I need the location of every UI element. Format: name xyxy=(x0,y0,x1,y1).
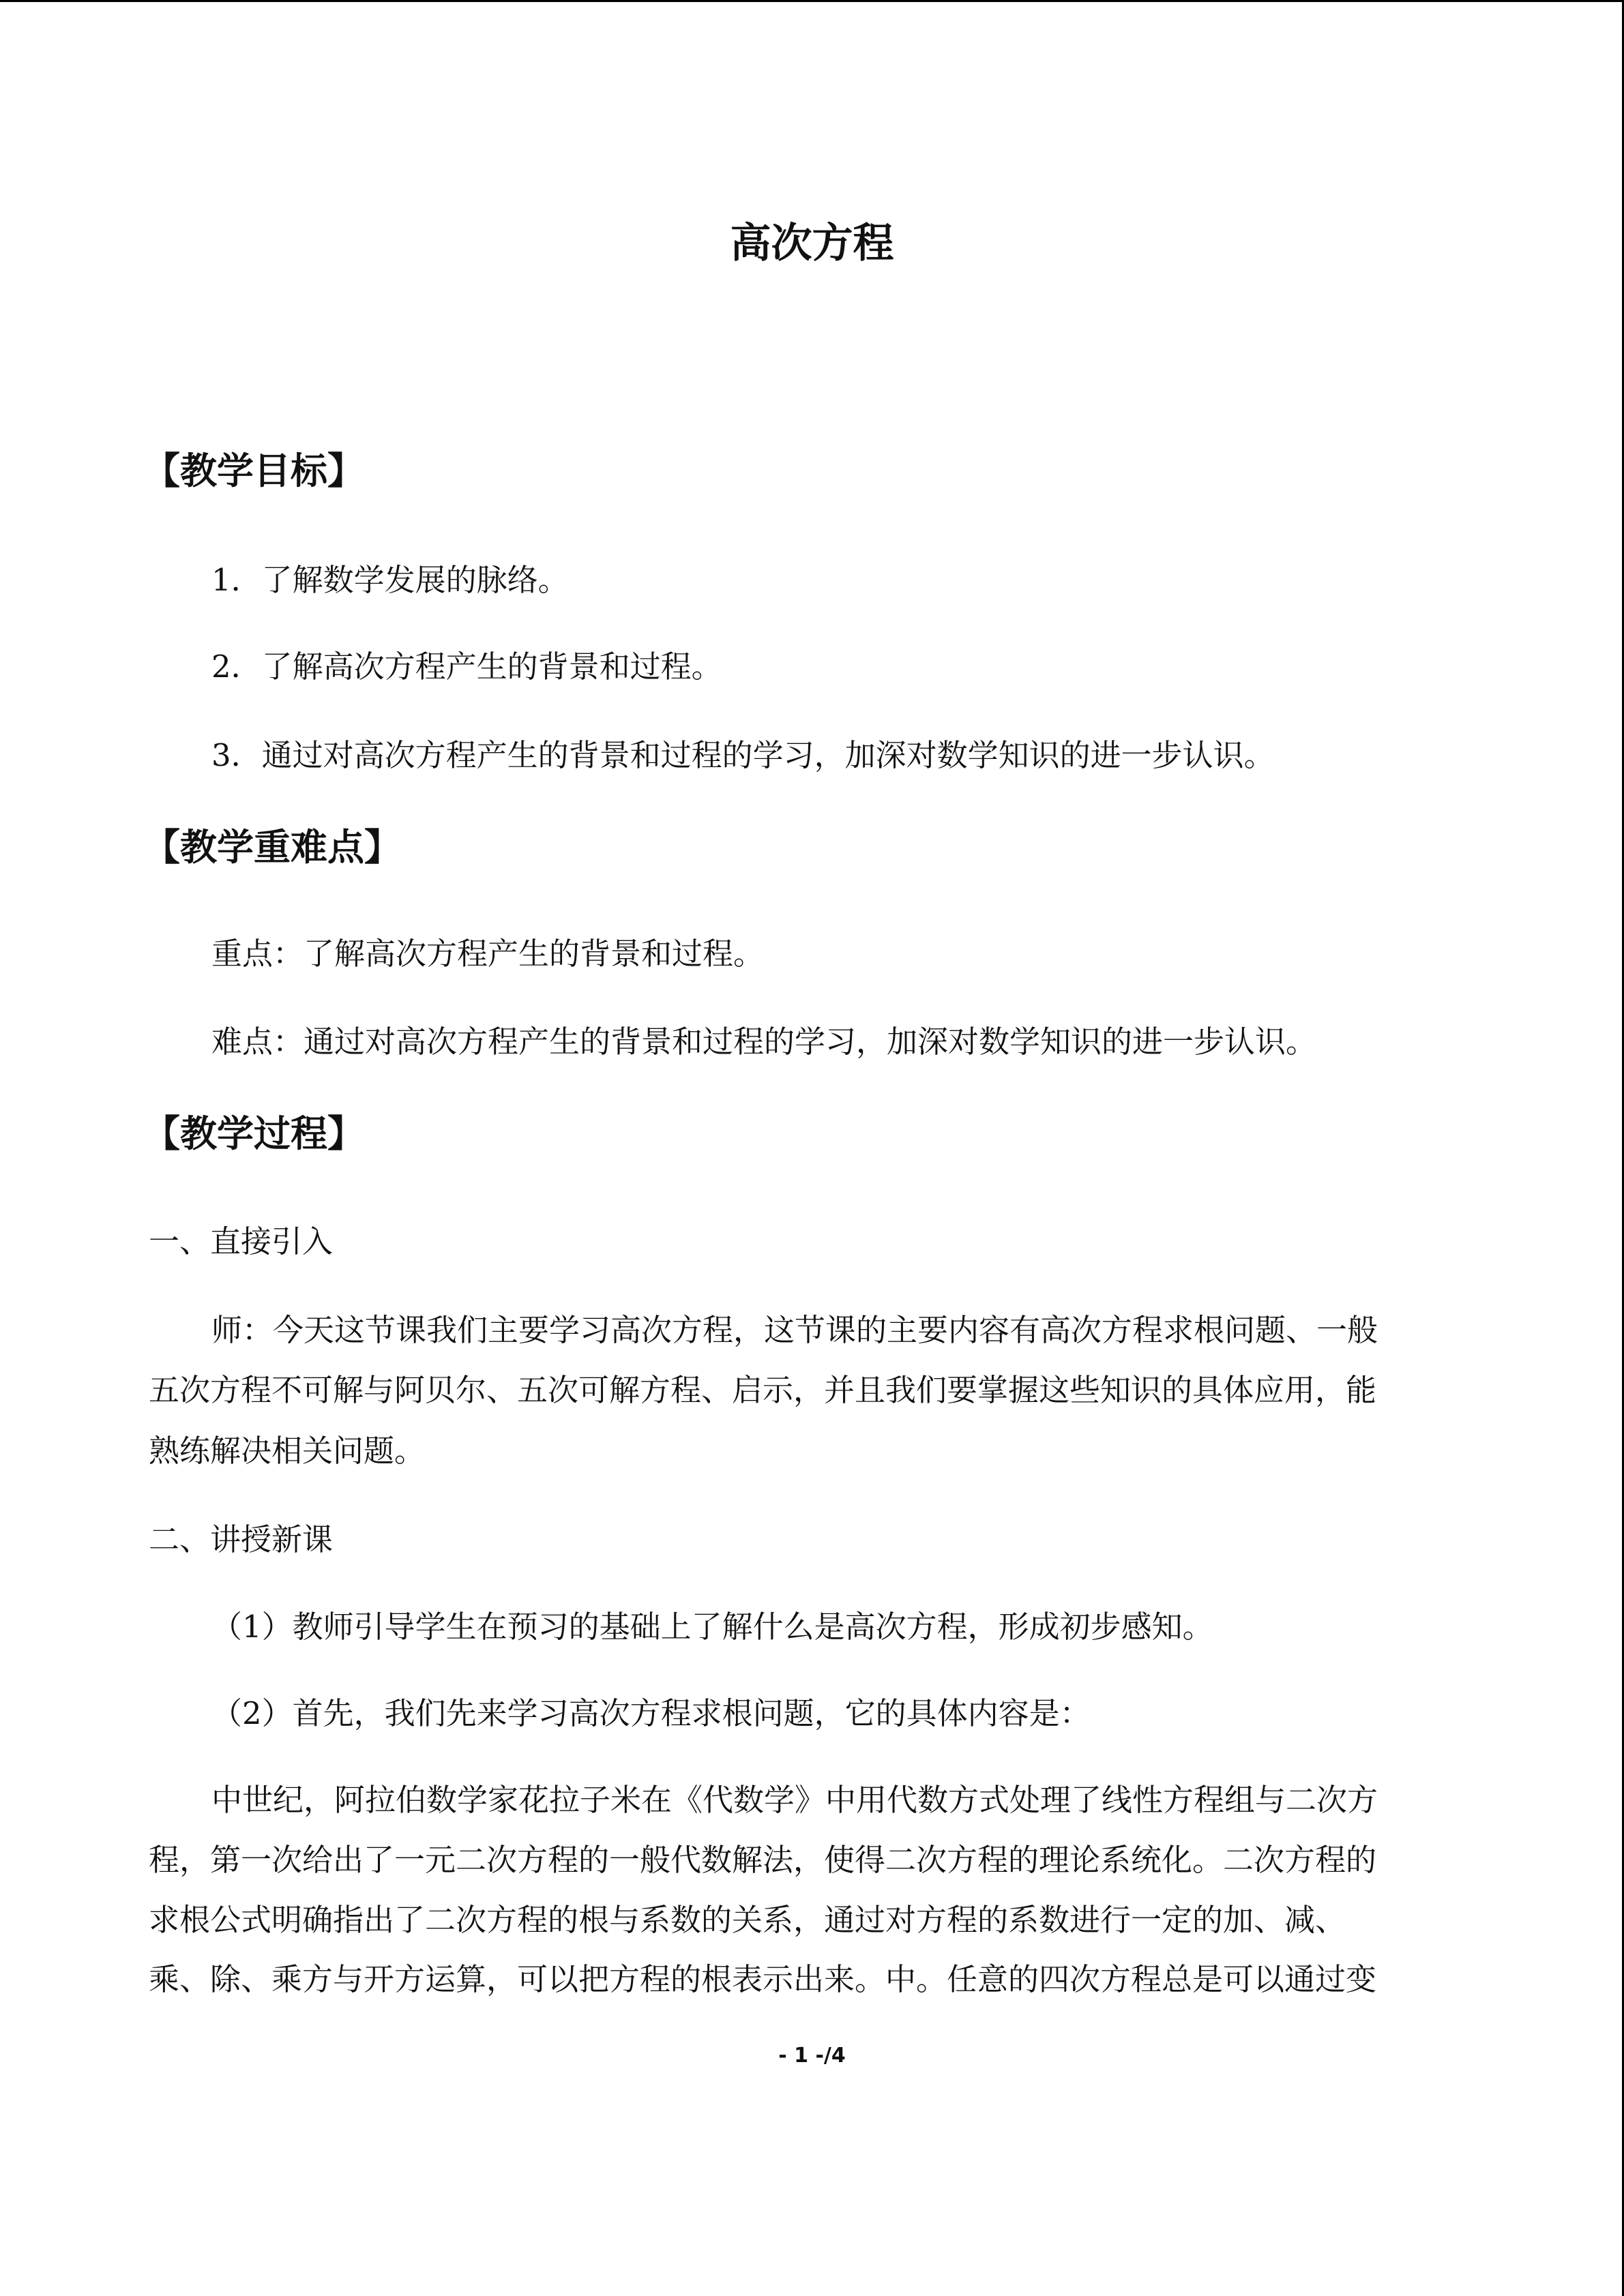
part2-title: 二、讲授新课 xyxy=(149,1521,334,1557)
page-number: - 1 -/4 xyxy=(778,2044,846,2068)
heading-teaching-process: 【教学过程】 xyxy=(143,1112,364,1155)
step-2: （2）首先，我们先来学习高次方程求根问题，它的具体内容是： xyxy=(211,1695,1091,1731)
history-paragraph-line-4: 乘、除、乘方与开方运算，可以把方程的根表示出来。中。任意的四次方程总是可以通过变 xyxy=(149,1961,1377,1997)
step-1: （1）教师引导学生在预习的基础上了解什么是高次方程，形成初步感知。 xyxy=(211,1609,1213,1645)
document-title: 高次方程 xyxy=(730,220,894,267)
objective-item-2: 2．了解高次方程产生的背景和过程。 xyxy=(211,648,722,685)
part1-paragraph-line-2: 五次方程不可解与阿贝尔、五次可解方程、启示，并且我们要掌握这些知识的具体应用，能 xyxy=(149,1372,1377,1408)
part1-paragraph-line-3: 熟练解决相关问题。 xyxy=(149,1433,426,1469)
heading-key-points: 【教学重难点】 xyxy=(143,826,401,869)
heading-teaching-objectives: 【教学目标】 xyxy=(143,449,364,492)
objective-item-1: 1．了解数学发展的脉络。 xyxy=(211,562,569,598)
key-point-difficulty: 难点：通过对高次方程产生的背景和过程的学习，加深对数学知识的进一步认识。 xyxy=(211,1024,1317,1060)
history-paragraph-line-3: 求根公式明确指出了二次方程的根与系数的关系，通过对方程的系数进行一定的加、减、 xyxy=(149,1902,1346,1938)
part1-title: 一、直接引入 xyxy=(149,1223,334,1259)
part1-paragraph-line-1: 师：今天这节课我们主要学习高次方程，这节课的主要内容有高次方程求根问题、一般 xyxy=(211,1312,1378,1348)
history-paragraph-line-2: 程，第一次给出了一元二次方程的一般代数解法，使得二次方程的理论系统化。二次方程的 xyxy=(149,1842,1377,1878)
objective-item-3: 3．通过对高次方程产生的背景和过程的学习，加深对数学知识的进一步认识。 xyxy=(211,737,1275,773)
key-point-focus: 重点：了解高次方程产生的背景和过程。 xyxy=(211,936,765,972)
history-paragraph-line-1: 中世纪，阿拉伯数学家花拉子米在《代数学》中用代数方式处理了线性方程组与二次方 xyxy=(211,1782,1378,1818)
